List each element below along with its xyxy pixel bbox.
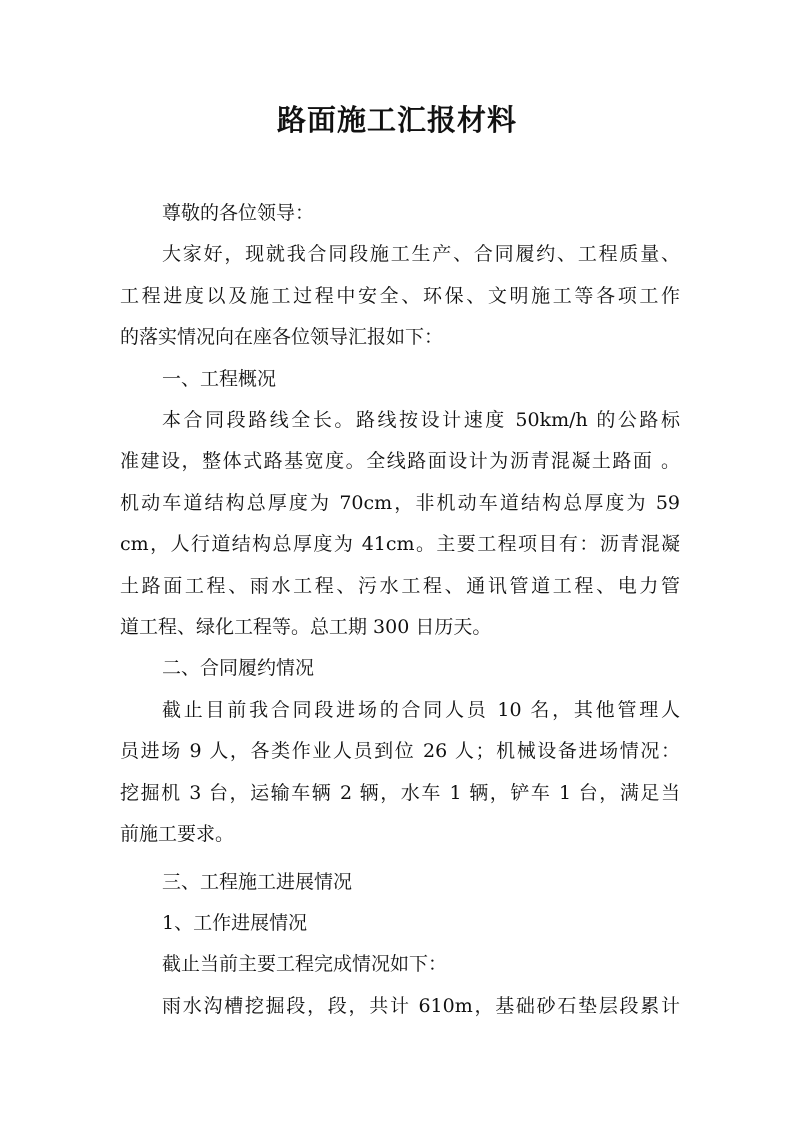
- document-body: [120, 193, 680, 1027]
- section-heading-contract: 二、合同履约情况: [162, 657, 315, 680]
- overview-line: cm，人行道结构总厚度为 41cm。主要工程项目有：沥青混凝: [120, 533, 680, 556]
- overview-line: 道工程、绿化工程等。总工期 300 日历天。: [120, 616, 492, 639]
- section-heading-overview: 一、工程概况: [162, 367, 277, 390]
- overview-line: 机动车道结构总厚度为 70cm，非机动车道结构总厚度为 59: [120, 491, 680, 514]
- overview-line: 本合同段路线全长。路线按设计速度 50km/h 的公路标: [162, 409, 680, 432]
- section-heading-progress: 三、工程施工进展情况: [162, 870, 353, 893]
- contract-paragraph: [120, 690, 680, 856]
- contract-line: 前施工要求。: [120, 823, 235, 846]
- intro-line: 工程进度以及施工过程中安全、环保、文明施工等各项工作: [120, 284, 680, 307]
- intro-line: 的落实情况向在座各位领导汇报如下：: [120, 326, 444, 349]
- progress-intro: 截止当前主要工程完成情况如下：: [162, 953, 448, 976]
- intro-paragraph: [120, 234, 680, 358]
- salutation: 尊敬的各位领导：: [162, 202, 315, 224]
- contract-line: 员进场 9 人，各类作业人员到位 26 人；机械设备进场情况：: [120, 740, 680, 763]
- contract-line: 挖掘机 3 台，运输车辆 2 辆，水车 1 辆，铲车 1 台，满足当: [120, 781, 680, 804]
- contract-line: 截止目前我合同段进场的合同人员 10 名，其他管理人: [162, 698, 680, 721]
- overview-line: 土路面工程、雨水工程、污水工程、通讯管道工程、电力管: [120, 574, 680, 597]
- document-title: 路面施工汇报材料: [276, 103, 517, 137]
- subsection-heading-progress: 1、工作进展情况: [162, 911, 308, 934]
- intro-line: 大家好，现就我合同段施工生产、合同履约、工程质量、: [162, 243, 680, 266]
- progress-paragraph: [120, 986, 680, 1027]
- overview-paragraph: [120, 400, 680, 648]
- progress-line: 雨水沟槽挖掘段，段，共计 610m，基础砂石垫层段累计: [162, 994, 680, 1017]
- overview-line: 准建设，整体式路基宽度。全线路面设计为沥青混凝土路面 。: [120, 450, 680, 473]
